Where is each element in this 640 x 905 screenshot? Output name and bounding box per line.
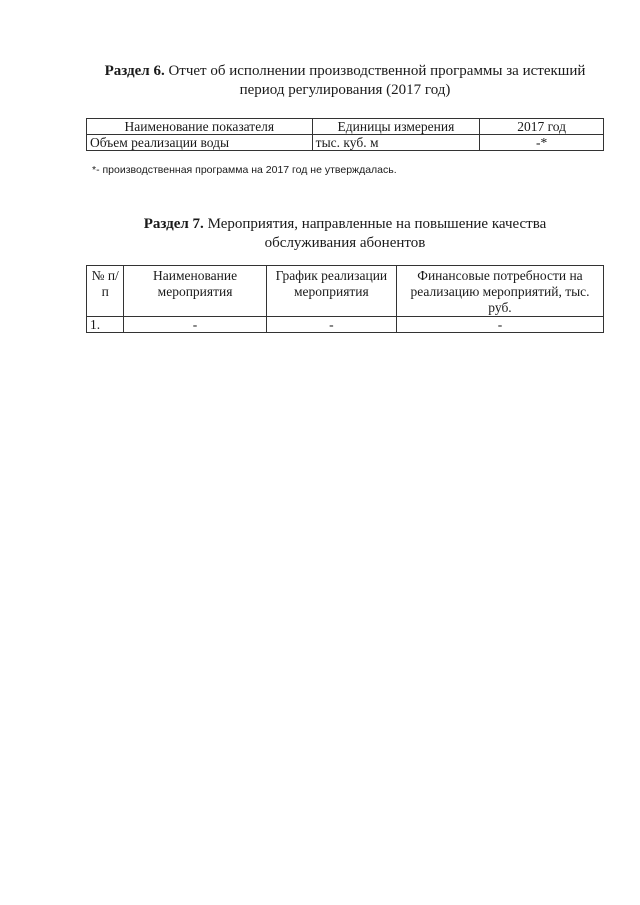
header-financial-needs: Финансовые потребности на реализацию мероприятий, тыс. руб. [396,266,603,317]
cell-number: 1. [87,317,124,333]
section-7-table [86,265,604,333]
footnote: *- производственная программа на 2017 год не утверждалась. [92,164,397,176]
section-7-label: Раздел 7. [143,216,204,232]
section-6-label: Раздел 6. [104,63,165,79]
header-measure-name: Наименование мероприятия [124,266,266,317]
section-7-heading: Мероприятия, направленные на повышение качества обслуживания абонентов [207,216,547,251]
cell-units: тыс. куб. м [312,135,480,151]
header-year: 2017 год [480,119,604,135]
section-6-table [86,118,604,151]
table-header-row [87,266,604,317]
section-7-title [120,215,570,253]
cell-schedule: - [266,317,396,333]
table-row [87,317,604,333]
section-6-title [90,62,600,100]
table-row [87,135,604,151]
cell-indicator: Объем реализации воды [87,135,313,151]
section-6-heading: Отчет об исполнении производственной программы за истекший период регулирования (2017 год) [168,63,586,98]
header-schedule: График реализации мероприятия [266,266,396,317]
cell-measure-name: - [124,317,266,333]
header-units: Единицы измерения [312,119,480,135]
cell-value: -* [480,135,604,151]
table-header-row [87,119,604,135]
header-indicator: Наименование показателя [87,119,313,135]
cell-financial-needs: - [396,317,603,333]
header-number: № п/п [87,266,124,317]
